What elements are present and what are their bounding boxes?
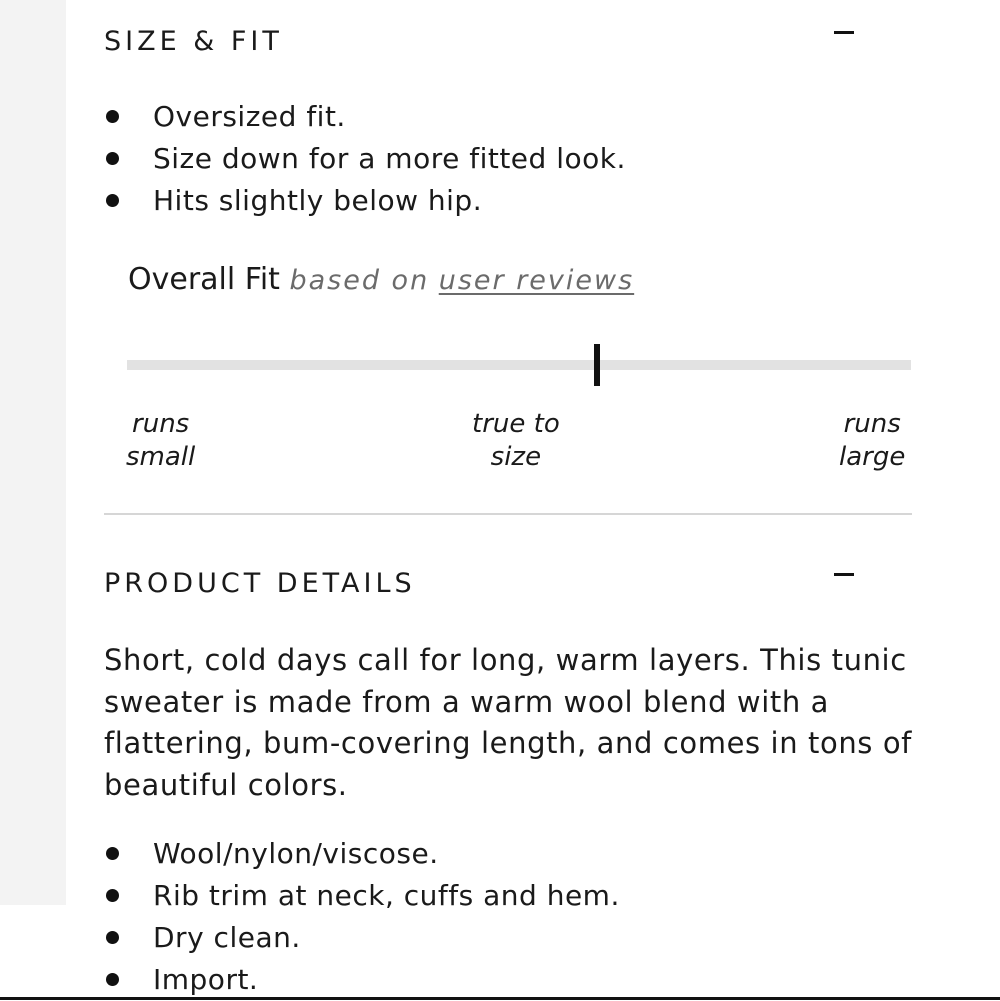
fit-scale-track [127, 360, 911, 370]
list-item: Size down for a more fitted look. [104, 138, 912, 180]
list-item: Import. [104, 959, 912, 1001]
product-description: Short, cold days call for long, warm layers. This tunic sweater is made from a warm wool blend with a flattering, bum-covering length, and comes in tons of beautiful colors. [104, 643, 912, 802]
list-item: Dry clean. [104, 917, 912, 959]
fit-label-runs-large [839, 408, 905, 474]
list-item: Wool/nylon/viscose. [104, 833, 912, 875]
fit-label-line: large [839, 442, 906, 472]
overall-fit-label: Overall Fit [128, 262, 280, 297]
fit-scale-marker [594, 344, 600, 386]
overall-fit-heading [128, 258, 634, 303]
minus-icon[interactable] [834, 26, 854, 46]
fit-label-line: true to [472, 409, 560, 439]
fit-label-line: size [490, 442, 542, 472]
size-fit-title: SIZE & FIT [104, 26, 283, 57]
fit-label-line: runs [132, 409, 190, 439]
left-gutter [0, 0, 66, 905]
size-fit-list [104, 96, 912, 222]
fit-label-line: small [126, 442, 196, 472]
user-reviews-link[interactable]: user reviews [438, 265, 635, 296]
product-details-list [104, 833, 912, 1001]
fit-label-line: runs [843, 409, 901, 439]
size-fit-header[interactable] [104, 22, 912, 62]
based-on-text: based on [289, 265, 430, 296]
section-divider [104, 513, 912, 515]
fit-label-runs-small [126, 408, 195, 474]
minus-icon[interactable] [834, 568, 854, 588]
list-item: Rib trim at neck, cuffs and hem. [104, 875, 912, 917]
list-item: Oversized fit. [104, 96, 912, 138]
list-item: Hits slightly below hip. [104, 180, 912, 222]
fit-label-true-to-size [472, 408, 560, 474]
product-details-title: PRODUCT DETAILS [104, 568, 416, 599]
product-details-header[interactable] [104, 564, 912, 604]
